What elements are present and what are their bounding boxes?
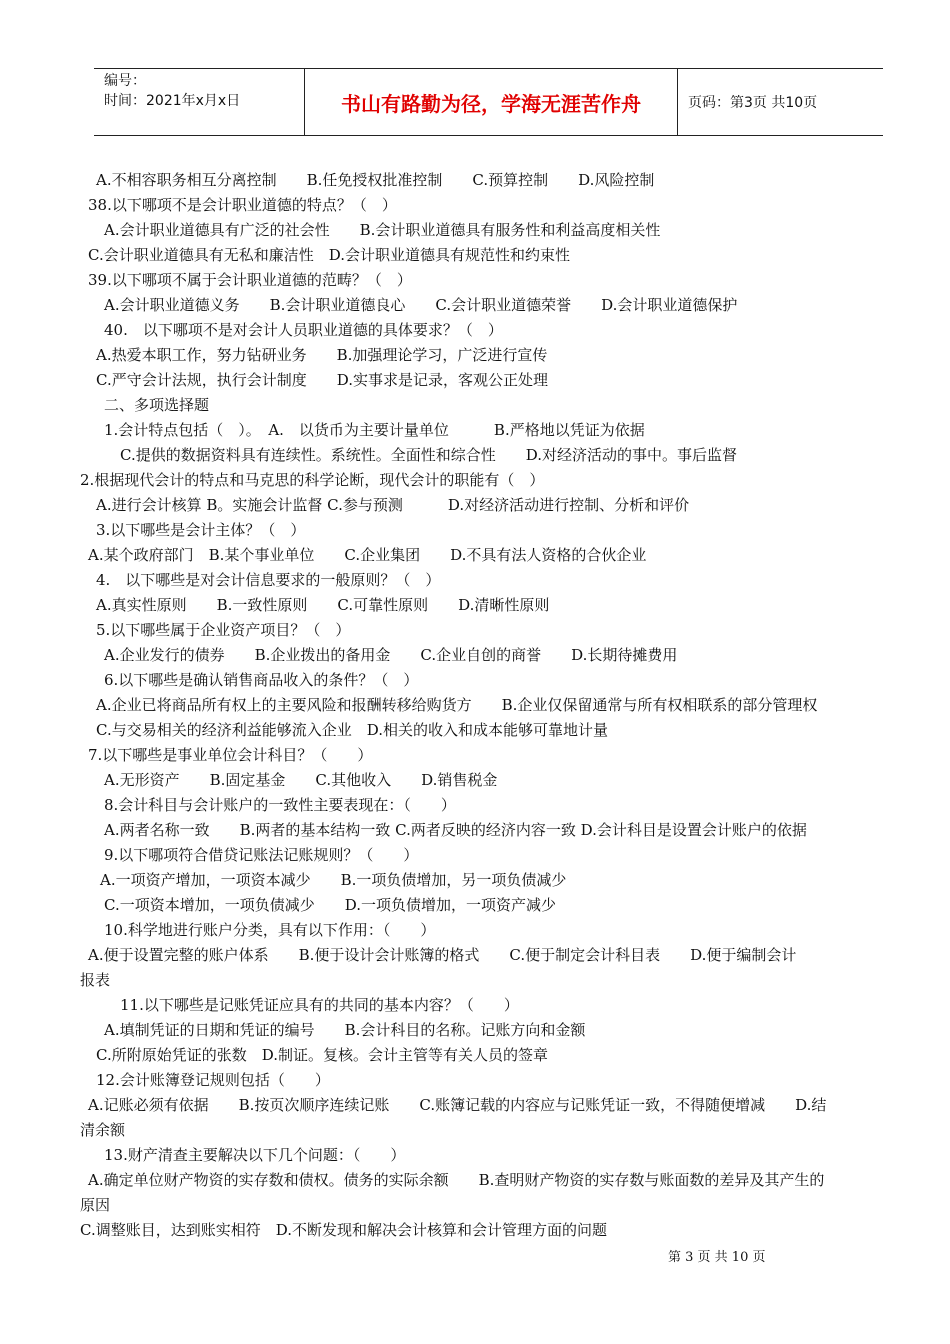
text-line: A.企业发行的债券 B.企业拨出的备用金 C.企业自创的商誉 D.长期待摊费用 [104,646,678,664]
text-line: 13.财产清查主要解决以下几个问题：（ ） [104,1146,406,1164]
section-heading: 二、多项选择题 [104,396,210,414]
text-line: 原因 [80,1196,111,1214]
text-line: 5.以下哪些属于企业资产项目？（ ） [96,621,351,639]
text-line: 12.会计账簿登记规则包括（ ） [96,1071,330,1089]
page-footer: 第 3 页 共 10 页 [668,1250,766,1265]
text-line: 报表 [80,971,111,989]
text-line: 8.会计科目与会计账户的一致性主要表现在：（ ） [104,796,456,814]
text-line: C.严守会计法规，执行会计制度 D.实事求是记录，客观公正处理 [96,371,548,389]
text-line: 40. 以下哪项不是对会计人员职业道德的具体要求？（ ） [104,321,503,339]
text-line: A.便于设置完整的账户体系 B.便于设计会计账簿的格式 C.便于制定会计科目表 D.便于编制会计 [88,946,797,964]
text-line: 7.以下哪些是事业单位会计科目？（ ） [88,746,373,764]
time-label: 时间：2021年x月x日 [104,93,241,109]
text-line: 9.以下哪项符合借贷记账法记账规则？（ ） [104,846,419,864]
header-page-label: 页码：第3页 共10页 [688,95,818,111]
text-line: C.一项资本增加，一项负债减少 D.一项负债增加，一项资产减少 [104,896,556,914]
text-line: C.提供的数据资料具有连续性。系统性。全面性和综合性 D.对经济活动的事中。事后监督 [120,446,737,464]
text-line: 11.以下哪些是记账凭证应具有的共同的基本内容？（ ） [120,996,519,1014]
text-line: A.企业已将商品所有权上的主要风险和报酬转移给购货方 B.企业仅保留通常与所有权相联系的部分管理权 [96,696,818,714]
text-line: 39.以下哪项不属于会计职业道德的范畴？（ ） [88,271,412,289]
text-line: 6.以下哪些是确认销售商品收入的条件？（ ） [104,671,419,689]
text-line: A.真实性原则 B.一致性原则 C.可靠性原则 D.清晰性原则 [96,596,550,614]
text-line: A.两者名称一致 B.两者的基本结构一致 C.两者反映的经济内容一致 D.会计科目是设置会计账户的依据 [104,821,807,839]
text-line: A.一项资产增加，一项资本减少 B.一项负债增加，另一项负债减少 [100,871,567,889]
text-line: A.确定单位财产物资的实存数和债权。债务的实际余额 B.查明财产物资的实存数与账面数的差异及其产生的 [88,1171,825,1189]
text-line: C.会计职业道德具有无私和廉洁性 D.会计职业道德具有规范性和约束性 [88,246,570,264]
text-line: A.进行会计核算 B。实施会计监督 C.参与预测 D.对经济活动进行控制、分析和评价 [96,496,690,514]
text-line: 10.科学地进行账户分类，具有以下作用：（ ） [104,921,436,939]
text-line: A.无形资产 B.固定基金 C.其他收入 D.销售税金 [104,771,498,789]
page-header [94,68,883,136]
text-line: 4. 以下哪些是对会计信息要求的一般原则？（ ） [96,571,441,589]
text-line: 1.会计特点包括（ ）。 A. 以货币为主要计量单位 B.严格地以凭证为依据 [104,421,645,439]
text-line: A.填制凭证的日期和凭证的编号 B.会计科目的名称。记账方向和金额 [104,1021,586,1039]
text-line: A.记账必须有依据 B.按页次顺序连续记账 C.账簿记载的内容应与记账凭证一致，不得随便增减 D.结 [88,1096,827,1114]
text-line: A.会计职业道德具有广泛的社会性 B.会计职业道德具有服务性和利益高度相关性 [104,221,661,239]
header-motto: 书山有路勤为径，学海无涯苦作舟 [305,69,678,135]
text-line: A.不相容职务相互分离控制 B.任免授权批准控制 C.预算控制 D.风险控制 [96,171,655,189]
text-line: A.热爱本职工作，努力钻研业务 B.加强理论学习，广泛进行宣传 [96,346,548,364]
text-line: 2.根据现代会计的特点和马克思的科学论断，现代会计的职能有（ ） [80,471,545,489]
text-line: C.调整账目，达到账实相符 D.不断发现和解决会计核算和会计管理方面的问题 [80,1221,607,1239]
text-line: A.会计职业道德义务 B.会计职业道德良心 C.会计职业道德荣誉 D.会计职业道德保护 [104,296,738,314]
text-line: 清余额 [80,1121,126,1139]
text-line: C.所附原始凭证的张数 D.制证。复核。会计主管等有关人员的签章 [96,1046,548,1064]
text-line: A.某个政府部门 B.某个事业单位 C.企业集团 D.不具有法人资格的合伙企业 [88,546,647,564]
text-line: 3.以下哪些是会计主体？（ ） [96,521,306,539]
header-meta [94,69,305,135]
text-line: 38.以下哪项不是会计职业道德的特点？（ ） [88,196,397,214]
number-label: 编号： [104,73,146,89]
text-line: C.与交易相关的经济利益能够流入企业 D.相关的收入和成本能够可靠地计量 [96,721,608,739]
